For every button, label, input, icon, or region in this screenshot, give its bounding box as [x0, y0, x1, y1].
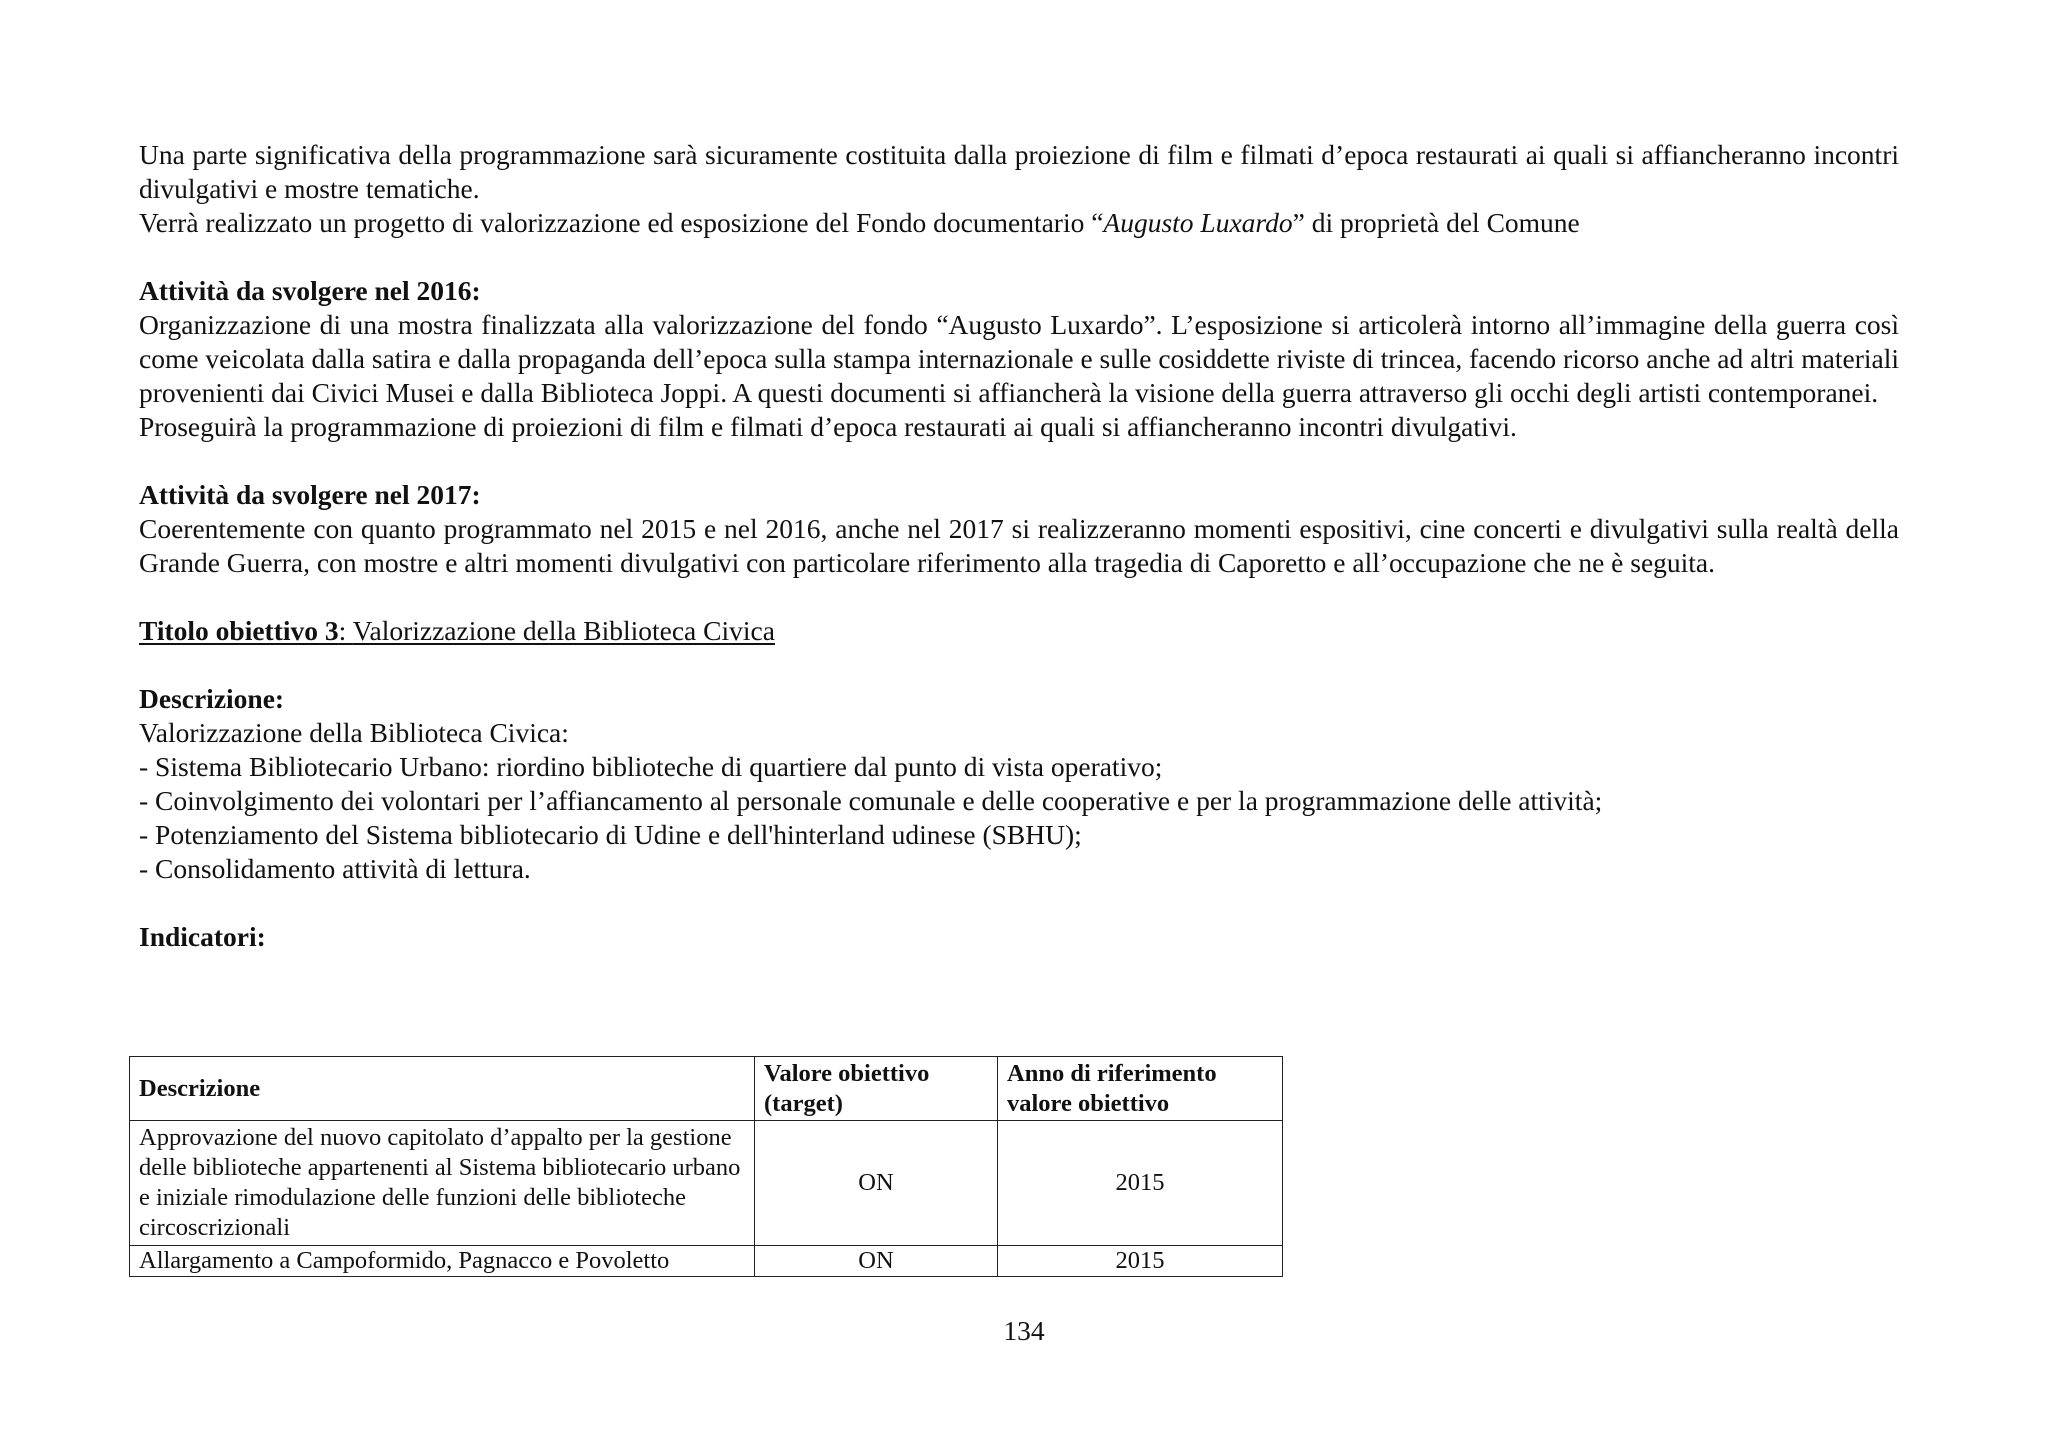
document-page — [139, 138, 1899, 954]
heading-2016: Attività da svolgere nel 2016: — [139, 275, 481, 306]
objective-separator: : — [338, 615, 353, 646]
spacer — [139, 444, 1899, 478]
cell-anno: 2015 — [998, 1121, 1283, 1246]
paragraph-2017: Coerentemente con quanto programmato nel 2015 e nel 2016, anche nel 2017 si realizzeranno momenti espositivi, cine concerti e divulgativi sulla realtà della Grande Guerra, con mostre e altri momenti divulgativi con particolare riferimento alla tragedia di Caporetto e all’occupazione che ne è seguita. — [139, 513, 1899, 578]
spacer — [139, 580, 1899, 614]
table-row — [130, 1121, 1283, 1246]
column-header-valore-obiettivo: Valore obiettivo (target) — [755, 1057, 998, 1121]
intro-fondo-text-after: ” di proprietà del Comune — [1292, 207, 1580, 238]
spacer — [139, 886, 1899, 920]
indicators-table — [129, 1056, 1283, 1277]
page-number: 134 — [1003, 1315, 1045, 1346]
table-row — [130, 1246, 1283, 1277]
spacer — [139, 240, 1899, 274]
intro-fondo-italic-name: Augusto Luxardo — [1103, 207, 1293, 238]
paragraph-2016-exhibition: Organizzazione di una mostra finalizzata alla valorizzazione del fondo “Augusto Luxardo”. L’esposizione si articolerà intorno all’immagine della guerra così come veicolata dalla satira e dalla propaganda dell’epoca sulla stampa internazionale e sulle cosiddette riviste di trincea, facendo ricorso anche ad altri materiali provenienti dai Civici Musei e dalla Biblioteca Joppi. A questi documenti si affiancherà la visione della guerra attraverso gli occhi degli artisti contemporanei. — [139, 309, 1899, 408]
spacer — [139, 648, 1899, 682]
description-line: - Potenziamento del Sistema bibliotecario di Udine e dell'hinterland udinese (SBHU); — [139, 819, 1082, 850]
intro-fondo-text-before: Verrà realizzato un progetto di valorizzazione ed esposizione del Fondo documentario “ — [139, 207, 1104, 238]
indicators-heading: Indicatori: — [139, 921, 266, 952]
description-line: - Coinvolgimento dei volontari per l’affiancamento al personale comunale e delle cooperative e per la programmazione delle attività; — [139, 785, 1603, 816]
column-header-descrizione: Descrizione — [130, 1057, 755, 1121]
cell-anno: 2015 — [998, 1246, 1283, 1277]
column-header-anno-riferimento: Anno di riferimento valore obiettivo — [998, 1057, 1283, 1121]
cell-descrizione: Allargamento a Campoformido, Pagnacco e Povoletto — [130, 1246, 755, 1277]
cell-descrizione: Approvazione del nuovo capitolato d’appalto per la gestione delle biblioteche appartenenti al Sistema bibliotecario urbano e iniziale rimodulazione delle funzioni delle biblioteche circoscrizionali — [130, 1121, 755, 1246]
paragraph-2016-screenings: Proseguirà la programmazione di proiezioni di film e filmati d’epoca restaurati ai quali si affiancheranno incontri divulgativi. — [139, 411, 1517, 442]
table-header-row — [130, 1057, 1283, 1121]
description-heading: Descrizione: — [139, 683, 285, 714]
objective-title — [139, 614, 1899, 648]
description-line: Valorizzazione della Biblioteca Civica: — [139, 717, 569, 748]
description-line: - Consolidamento attività di lettura. — [139, 853, 531, 884]
description-line: - Sistema Bibliotecario Urbano: riordino biblioteche di quartiere dal punto di vista operativo; — [139, 751, 1163, 782]
intro-fondo-paragraph — [139, 206, 1899, 240]
intro-paragraph — [139, 138, 1899, 206]
cell-valore: ON — [755, 1121, 998, 1246]
cell-valore: ON — [755, 1246, 998, 1277]
objective-label: Titolo obiettivo 3 — [139, 615, 339, 646]
heading-2017: Attività da svolgere nel 2017: — [139, 479, 481, 510]
intro-text: Una parte significativa della programmazione sarà sicuramente costituita dalla proiezione di film e filmati d’epoca restaurati ai quali si affiancheranno incontri divulgativi e mostre tematiche. — [139, 139, 1899, 204]
objective-name: Valorizzazione della Biblioteca Civica — [352, 615, 775, 646]
